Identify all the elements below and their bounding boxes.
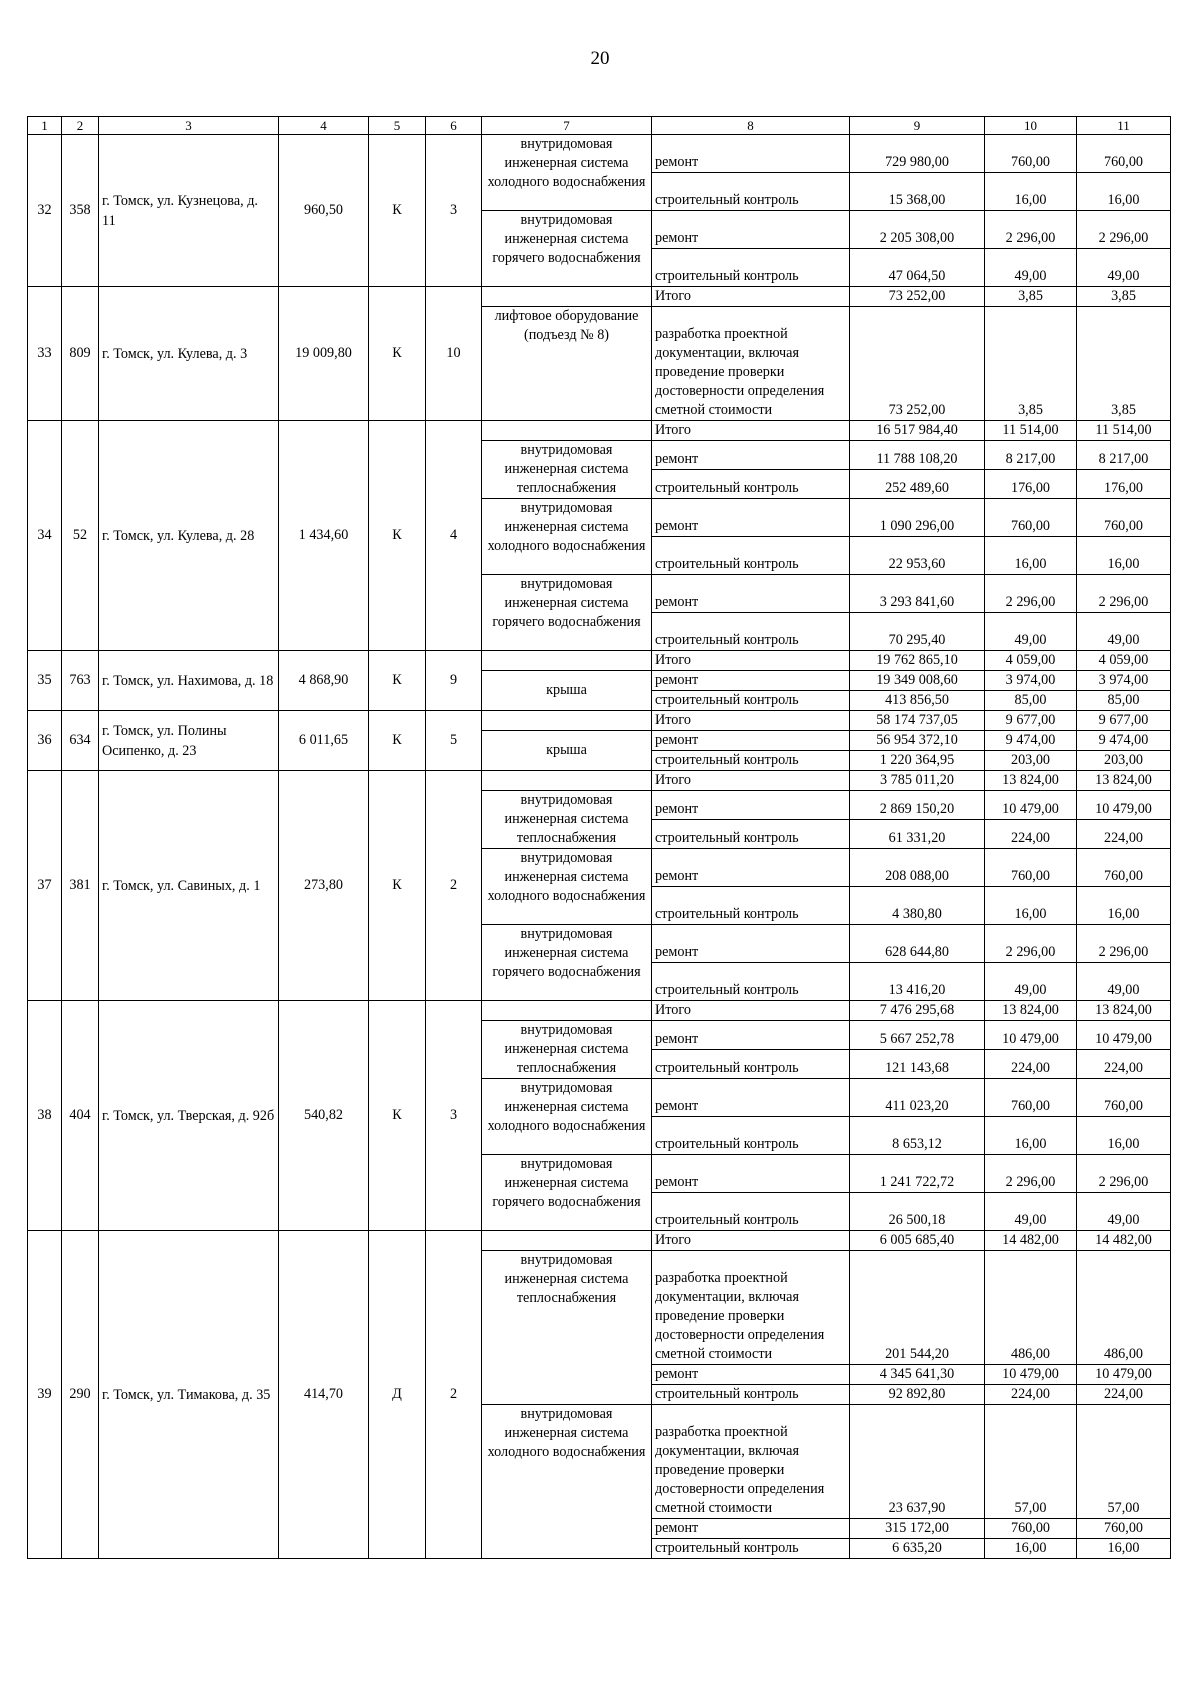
limit-per-sqm: 8 217,00 (1077, 441, 1171, 470)
total-cost: 6 005 685,40 (850, 1231, 985, 1251)
cost-per-sqm: 16,00 (985, 173, 1077, 211)
limit-per-sqm: 49,00 (1077, 613, 1171, 651)
work-cost: 208 088,00 (850, 849, 985, 887)
limit-per-sqm: 10 479,00 (1077, 1365, 1171, 1385)
work-cost: 3 293 841,60 (850, 575, 985, 613)
work-cost: 413 856,50 (850, 691, 985, 711)
cost-per-sqm: 49,00 (985, 963, 1077, 1001)
total-cost-per-sqm: 13 824,00 (985, 771, 1077, 791)
total-row (28, 771, 1171, 791)
cost-per-sqm: 760,00 (985, 499, 1077, 537)
cost-per-sqm: 224,00 (985, 1385, 1077, 1405)
house-area: 540,82 (279, 1001, 369, 1231)
limit-per-sqm: 760,00 (1077, 1079, 1171, 1117)
work-cost: 4 345 641,30 (850, 1365, 985, 1385)
limit-per-sqm: 176,00 (1077, 470, 1171, 499)
limit-per-sqm: 57,00 (1077, 1405, 1171, 1519)
work-type: строительный контроль (652, 963, 850, 1001)
work-cost: 26 500,18 (850, 1193, 985, 1231)
work-type: ремонт (652, 211, 850, 249)
work-cost: 1 090 296,00 (850, 499, 985, 537)
work-system: внутридомовая инженерная система теплоснабжения (482, 1021, 652, 1079)
cost-per-sqm: 57,00 (985, 1405, 1077, 1519)
row-number: 34 (28, 421, 62, 651)
house-type: К (369, 771, 426, 1001)
work-cost: 252 489,60 (850, 470, 985, 499)
column-header: 2 (62, 117, 99, 135)
work-type: ремонт (652, 441, 850, 470)
work-type: ремонт (652, 499, 850, 537)
work-cost: 19 349 008,60 (850, 671, 985, 691)
repair-plan-table (27, 116, 1171, 1559)
cost-per-sqm: 49,00 (985, 1193, 1077, 1231)
house-type: К (369, 711, 426, 771)
limit-per-sqm: 2 296,00 (1077, 211, 1171, 249)
limit-per-sqm: 10 479,00 (1077, 791, 1171, 820)
cost-per-sqm: 224,00 (985, 1050, 1077, 1079)
work-type: строительный контроль (652, 1050, 850, 1079)
house-type: К (369, 135, 426, 287)
limit-per-sqm: 49,00 (1077, 1193, 1171, 1231)
work-cost: 22 953,60 (850, 537, 985, 575)
work-system: внутридомовая инженерная система горячего водоснабжения (482, 575, 652, 651)
work-type: ремонт (652, 575, 850, 613)
limit-per-sqm: 760,00 (1077, 499, 1171, 537)
house-code: 290 (62, 1231, 99, 1559)
cost-per-sqm: 176,00 (985, 470, 1077, 499)
work-system: крыша (482, 731, 652, 771)
work-type: ремонт (652, 1519, 850, 1539)
work-cost: 11 788 108,20 (850, 441, 985, 470)
cost-per-sqm: 9 474,00 (985, 731, 1077, 751)
row-number: 38 (28, 1001, 62, 1231)
house-address: г. Томск, ул. Кулева, д. 28 (99, 421, 279, 651)
page-number: 20 (590, 48, 610, 69)
row-number: 33 (28, 287, 62, 421)
work-cost: 5 667 252,78 (850, 1021, 985, 1050)
total-cost: 7 476 295,68 (850, 1001, 985, 1021)
work-system: лифтовое оборудование (подъезд № 8) (482, 307, 652, 421)
cost-per-sqm: 10 479,00 (985, 1365, 1077, 1385)
cost-per-sqm: 8 217,00 (985, 441, 1077, 470)
column-header: 9 (850, 117, 985, 135)
column-header: 3 (99, 117, 279, 135)
house-area: 1 434,60 (279, 421, 369, 651)
cost-per-sqm: 3 974,00 (985, 671, 1077, 691)
work-cost: 47 064,50 (850, 249, 985, 287)
total-cost-per-sqm: 13 824,00 (985, 1001, 1077, 1021)
limit-per-sqm: 2 296,00 (1077, 1155, 1171, 1193)
limit-per-sqm: 49,00 (1077, 963, 1171, 1001)
row-number: 35 (28, 651, 62, 711)
work-cost: 6 635,20 (850, 1539, 985, 1559)
cost-per-sqm: 760,00 (985, 135, 1077, 173)
house-code: 381 (62, 771, 99, 1001)
limit-per-sqm: 49,00 (1077, 249, 1171, 287)
row-number: 36 (28, 711, 62, 771)
work-type: ремонт (652, 925, 850, 963)
house-area: 960,50 (279, 135, 369, 287)
work-cost: 61 331,20 (850, 820, 985, 849)
column-header: 4 (279, 117, 369, 135)
total-label: Итого (652, 1001, 850, 1021)
work-system: внутридомовая инженерная система холодного водоснабжения (482, 1079, 652, 1155)
work-cost: 201 544,20 (850, 1251, 985, 1365)
limit-per-sqm: 203,00 (1077, 751, 1171, 771)
total-cost: 58 174 737,05 (850, 711, 985, 731)
cost-per-sqm: 16,00 (985, 1539, 1077, 1559)
system-cell-empty (482, 711, 652, 731)
cost-per-sqm: 2 296,00 (985, 211, 1077, 249)
column-header: 11 (1077, 117, 1171, 135)
work-type: строительный контроль (652, 537, 850, 575)
header-row (28, 117, 1171, 135)
limit-per-sqm: 2 296,00 (1077, 575, 1171, 613)
work-cost: 15 368,00 (850, 173, 985, 211)
total-row (28, 421, 1171, 441)
column-header: 1 (28, 117, 62, 135)
total-cost-per-sqm: 14 482,00 (985, 1231, 1077, 1251)
work-type: строительный контроль (652, 1117, 850, 1155)
work-type: строительный контроль (652, 1193, 850, 1231)
work-cost: 92 892,80 (850, 1385, 985, 1405)
limit-per-sqm: 760,00 (1077, 135, 1171, 173)
limit-per-sqm: 3,85 (1077, 307, 1171, 421)
house-area: 4 868,90 (279, 651, 369, 711)
house-area: 414,70 (279, 1231, 369, 1559)
house-type: К (369, 421, 426, 651)
work-cost: 73 252,00 (850, 307, 985, 421)
work-type: строительный контроль (652, 1385, 850, 1405)
cost-per-sqm: 486,00 (985, 1251, 1077, 1365)
limit-per-sqm: 3 974,00 (1077, 671, 1171, 691)
work-cost: 2 869 150,20 (850, 791, 985, 820)
work-type: строительный контроль (652, 691, 850, 711)
total-limit-per-sqm: 13 824,00 (1077, 1001, 1171, 1021)
house-floors: 2 (426, 1231, 482, 1559)
limit-per-sqm: 16,00 (1077, 1539, 1171, 1559)
column-header: 7 (482, 117, 652, 135)
house-floors: 5 (426, 711, 482, 771)
work-type: ремонт (652, 1365, 850, 1385)
limit-per-sqm: 486,00 (1077, 1251, 1171, 1365)
work-type: ремонт (652, 1021, 850, 1050)
total-limit-per-sqm: 9 677,00 (1077, 711, 1171, 731)
house-type: К (369, 651, 426, 711)
work-type: строительный контроль (652, 613, 850, 651)
system-cell-empty (482, 1001, 652, 1021)
work-system: крыша (482, 671, 652, 711)
work-cost: 411 023,20 (850, 1079, 985, 1117)
work-cost: 8 653,12 (850, 1117, 985, 1155)
work-cost: 628 644,80 (850, 925, 985, 963)
total-limit-per-sqm: 14 482,00 (1077, 1231, 1171, 1251)
cost-per-sqm: 3,85 (985, 307, 1077, 421)
cost-per-sqm: 760,00 (985, 1519, 1077, 1539)
cost-per-sqm: 16,00 (985, 887, 1077, 925)
total-limit-per-sqm: 11 514,00 (1077, 421, 1171, 441)
house-address: г. Томск, ул. Нахимова, д. 18 (99, 651, 279, 711)
house-area: 273,80 (279, 771, 369, 1001)
work-type: строительный контроль (652, 173, 850, 211)
work-type: ремонт (652, 731, 850, 751)
system-cell-empty (482, 287, 652, 307)
work-cost: 1 241 722,72 (850, 1155, 985, 1193)
work-cost: 13 416,20 (850, 963, 985, 1001)
house-code: 358 (62, 135, 99, 287)
total-cost: 19 762 865,10 (850, 651, 985, 671)
limit-per-sqm: 224,00 (1077, 1050, 1171, 1079)
total-limit-per-sqm: 13 824,00 (1077, 771, 1171, 791)
total-row (28, 287, 1171, 307)
limit-per-sqm: 16,00 (1077, 173, 1171, 211)
row-number: 32 (28, 135, 62, 287)
system-cell-empty (482, 421, 652, 441)
work-type: строительный контроль (652, 1539, 850, 1559)
house-floors: 2 (426, 771, 482, 1001)
total-label: Итого (652, 287, 850, 307)
house-floors: 4 (426, 421, 482, 651)
work-system: внутридомовая инженерная система холодного водоснабжения (482, 1405, 652, 1559)
work-system: внутридомовая инженерная система теплоснабжения (482, 791, 652, 849)
house-code: 404 (62, 1001, 99, 1231)
limit-per-sqm: 760,00 (1077, 1519, 1171, 1539)
house-floors: 3 (426, 135, 482, 287)
work-type: строительный контроль (652, 751, 850, 771)
work-type: строительный контроль (652, 249, 850, 287)
total-label: Итого (652, 711, 850, 731)
total-cost: 16 517 984,40 (850, 421, 985, 441)
limit-per-sqm: 16,00 (1077, 887, 1171, 925)
house-area: 19 009,80 (279, 287, 369, 421)
house-code: 52 (62, 421, 99, 651)
system-cell-empty (482, 771, 652, 791)
total-cost-per-sqm: 9 677,00 (985, 711, 1077, 731)
total-cost-per-sqm: 4 059,00 (985, 651, 1077, 671)
system-cell-empty (482, 1231, 652, 1251)
work-cost: 23 637,90 (850, 1405, 985, 1519)
work-type: ремонт (652, 1155, 850, 1193)
total-row (28, 651, 1171, 671)
system-cell-empty (482, 651, 652, 671)
cost-per-sqm: 2 296,00 (985, 925, 1077, 963)
work-type: строительный контроль (652, 887, 850, 925)
work-system: внутридомовая инженерная система горячего водоснабжения (482, 1155, 652, 1231)
house-address: г. Томск, ул. Тимакова, д. 35 (99, 1231, 279, 1559)
column-header: 10 (985, 117, 1077, 135)
limit-per-sqm: 224,00 (1077, 820, 1171, 849)
work-type: ремонт (652, 1079, 850, 1117)
work-cost: 4 380,80 (850, 887, 985, 925)
house-code: 809 (62, 287, 99, 421)
cost-per-sqm: 16,00 (985, 1117, 1077, 1155)
work-cost: 315 172,00 (850, 1519, 985, 1539)
total-row (28, 1001, 1171, 1021)
house-code: 763 (62, 651, 99, 711)
house-floors: 9 (426, 651, 482, 711)
work-type: ремонт (652, 135, 850, 173)
limit-per-sqm: 10 479,00 (1077, 1021, 1171, 1050)
house-floors: 3 (426, 1001, 482, 1231)
work-cost: 56 954 372,10 (850, 731, 985, 751)
work-system: внутридомовая инженерная система холодного водоснабжения (482, 849, 652, 925)
cost-per-sqm: 2 296,00 (985, 575, 1077, 613)
total-limit-per-sqm: 4 059,00 (1077, 651, 1171, 671)
house-address: г. Томск, ул. Савиных, д. 1 (99, 771, 279, 1001)
cost-per-sqm: 2 296,00 (985, 1155, 1077, 1193)
total-cost-per-sqm: 11 514,00 (985, 421, 1077, 441)
total-label: Итого (652, 771, 850, 791)
work-system: внутридомовая инженерная система холодного водоснабжения (482, 499, 652, 575)
cost-per-sqm: 10 479,00 (985, 1021, 1077, 1050)
house-area: 6 011,65 (279, 711, 369, 771)
house-code: 634 (62, 711, 99, 771)
column-header: 5 (369, 117, 426, 135)
cost-per-sqm: 760,00 (985, 1079, 1077, 1117)
work-cost: 121 143,68 (850, 1050, 985, 1079)
column-header: 8 (652, 117, 850, 135)
work-type: ремонт (652, 791, 850, 820)
cost-per-sqm: 49,00 (985, 613, 1077, 651)
row-number: 37 (28, 771, 62, 1001)
cost-per-sqm: 224,00 (985, 820, 1077, 849)
total-label: Итого (652, 1231, 850, 1251)
cost-per-sqm: 10 479,00 (985, 791, 1077, 820)
total-label: Итого (652, 421, 850, 441)
work-cost: 729 980,00 (850, 135, 985, 173)
limit-per-sqm: 16,00 (1077, 537, 1171, 575)
total-cost: 73 252,00 (850, 287, 985, 307)
work-type: разработка проектной документации, включая проведение проверки достоверности определения сметной стоимости (652, 1405, 850, 1519)
limit-per-sqm: 224,00 (1077, 1385, 1171, 1405)
row-number: 39 (28, 1231, 62, 1559)
total-row (28, 711, 1171, 731)
work-system: внутридомовая инженерная система горячего водоснабжения (482, 925, 652, 1001)
house-address: г. Томск, ул. Кулева, д. 3 (99, 287, 279, 421)
limit-per-sqm: 2 296,00 (1077, 925, 1171, 963)
total-cost-per-sqm: 3,85 (985, 287, 1077, 307)
house-address: г. Томск, ул. Кузнецова, д. 11 (99, 135, 279, 287)
work-cost: 70 295,40 (850, 613, 985, 651)
work-cost: 2 205 308,00 (850, 211, 985, 249)
total-cost: 3 785 011,20 (850, 771, 985, 791)
work-type: разработка проектной документации, включая проведение проверки достоверности определения сметной стоимости (652, 307, 850, 421)
house-address: г. Томск, ул. Полины Осипенко, д. 23 (99, 711, 279, 771)
house-type: К (369, 1001, 426, 1231)
cost-per-sqm: 16,00 (985, 537, 1077, 575)
work-system: внутридомовая инженерная система теплоснабжения (482, 441, 652, 499)
column-header: 6 (426, 117, 482, 135)
work-system: внутридомовая инженерная система теплоснабжения (482, 1251, 652, 1405)
work-system: внутридомовая инженерная система холодного водоснабжения (482, 135, 652, 211)
house-address: г. Томск, ул. Тверская, д. 92б (99, 1001, 279, 1231)
work-type: строительный контроль (652, 470, 850, 499)
limit-per-sqm: 85,00 (1077, 691, 1171, 711)
cost-per-sqm: 85,00 (985, 691, 1077, 711)
house-type: Д (369, 1231, 426, 1559)
work-type: ремонт (652, 849, 850, 887)
work-type: строительный контроль (652, 820, 850, 849)
limit-per-sqm: 16,00 (1077, 1117, 1171, 1155)
work-system: внутридомовая инженерная система горячего водоснабжения (482, 211, 652, 287)
cost-per-sqm: 49,00 (985, 249, 1077, 287)
total-row (28, 1231, 1171, 1251)
limit-per-sqm: 760,00 (1077, 849, 1171, 887)
work-cost: 1 220 364,95 (850, 751, 985, 771)
cost-per-sqm: 203,00 (985, 751, 1077, 771)
cost-per-sqm: 760,00 (985, 849, 1077, 887)
total-label: Итого (652, 651, 850, 671)
work-row (28, 135, 1171, 173)
work-type: ремонт (652, 671, 850, 691)
house-floors: 10 (426, 287, 482, 421)
total-limit-per-sqm: 3,85 (1077, 287, 1171, 307)
house-type: К (369, 287, 426, 421)
work-type: разработка проектной документации, включая проведение проверки достоверности определения сметной стоимости (652, 1251, 850, 1365)
limit-per-sqm: 9 474,00 (1077, 731, 1171, 751)
